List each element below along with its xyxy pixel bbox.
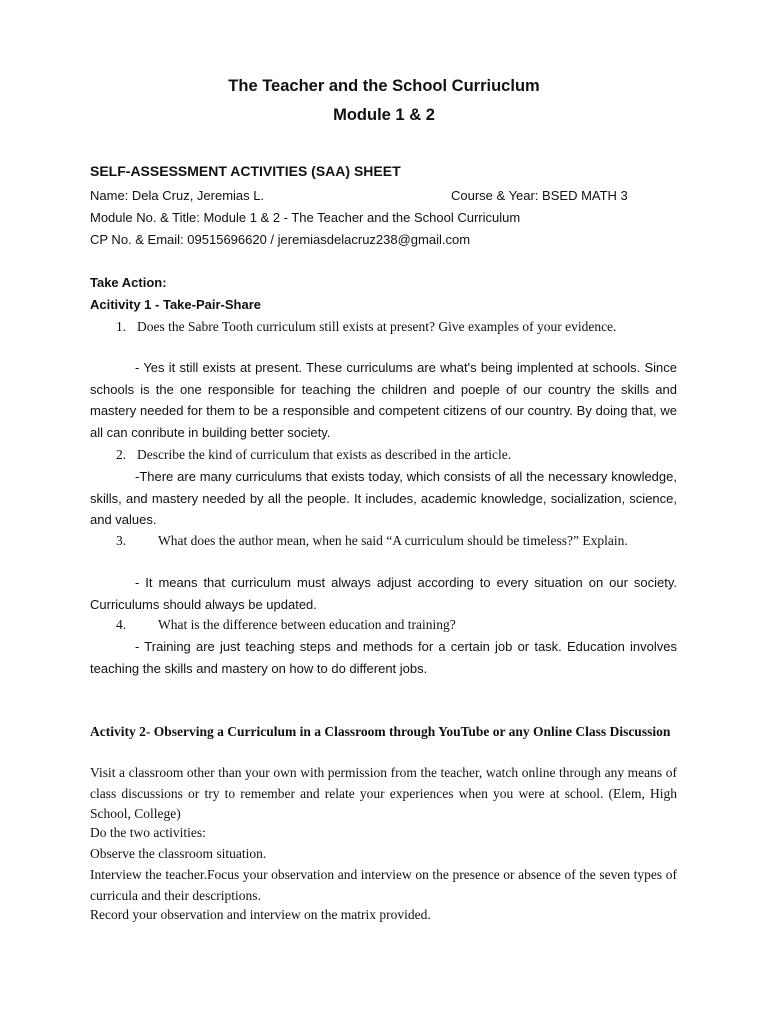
activity2-paragraph: Visit a classroom other than your own with permission from the teacher, watch online through any means of class discussions or try to remember and relate your experiences when you were at school. (Elem, High School, College) — [90, 765, 677, 822]
answer-1: - Yes it still exists at present. These curriculums are what's being implented at schools. Since schools is the one responsible for teaching the children and poeple of our country the skills and mastery needed for them to be a responsible and competent citizens of our country. By doing that, we all can conribute in building better society. — [90, 360, 677, 440]
activity2-step-observe: Observe the classroom situation. — [90, 846, 267, 861]
question-3 — [116, 530, 677, 551]
module-line: Module No. & Title: Module 1 & 2 - The Teacher and the School Curriculum — [90, 210, 521, 225]
question-1 — [116, 316, 677, 337]
activity2-step-interview: Interview the teacher.Focus your observation and interview on the presence or absence of the seven types of curricula and their descriptions. — [90, 867, 677, 903]
contact-line: CP No. & Email: 09515696620 / jeremiasdelacruz238@gmail.com — [90, 232, 471, 247]
sheet-heading: SELF-ASSESSMENT ACTIVITIES (SAA) SHEET — [90, 163, 401, 179]
course-line: Course & Year: BSED MATH 3 — [451, 188, 628, 203]
question-text: What does the author mean, when he said “A curriculum should be timeless?” Explain. — [158, 533, 628, 548]
answer-2: -There are many curriculums that exists today, which consists of all the necessary knowledge, skills, and mastery needed by all the people. It includes, academic knowledge, socialization, science, and values. — [90, 469, 677, 528]
document-subtitle: Module 1 & 2 — [333, 106, 435, 124]
question-text: Does the Sabre Tooth curriculum still exists at present? Give examples of your evidence. — [137, 319, 617, 334]
question-number: 3. — [116, 533, 127, 548]
answer-3: - It means that curriculum must always adjust according to every situation on our society. Curriculums should always be updated. — [90, 575, 677, 612]
question-2 — [116, 444, 677, 465]
activity2-instruction: Do the two activities: — [90, 825, 206, 840]
document-title: The Teacher and the School Curriuclum — [228, 77, 540, 95]
activity2-heading: Activity 2- Observing a Curriculum in a Classroom through YouTube or any Online Class Discussion — [90, 724, 671, 739]
question-4 — [116, 614, 677, 635]
question-number: 4. — [116, 617, 127, 632]
name-line: Name: Dela Cruz, Jeremias L. — [90, 188, 265, 203]
take-action-heading: Take Action: — [90, 275, 167, 290]
activity2-step-record: Record your observation and interview on the matrix provided. — [90, 907, 431, 922]
answer-4: - Training are just teaching steps and methods for a certain job or task. Education involves teaching the skills and mastery on how to do different jobs. — [90, 639, 677, 676]
question-text: What is the difference between education and training? — [158, 617, 456, 632]
question-text: Describe the kind of curriculum that exists as described in the article. — [137, 447, 512, 462]
question-number: 2. — [116, 447, 127, 462]
question-number: 1. — [116, 319, 127, 334]
name-course-row — [90, 188, 690, 203]
activity1-heading: Acitivity 1 - Take-Pair-Share — [90, 297, 261, 312]
